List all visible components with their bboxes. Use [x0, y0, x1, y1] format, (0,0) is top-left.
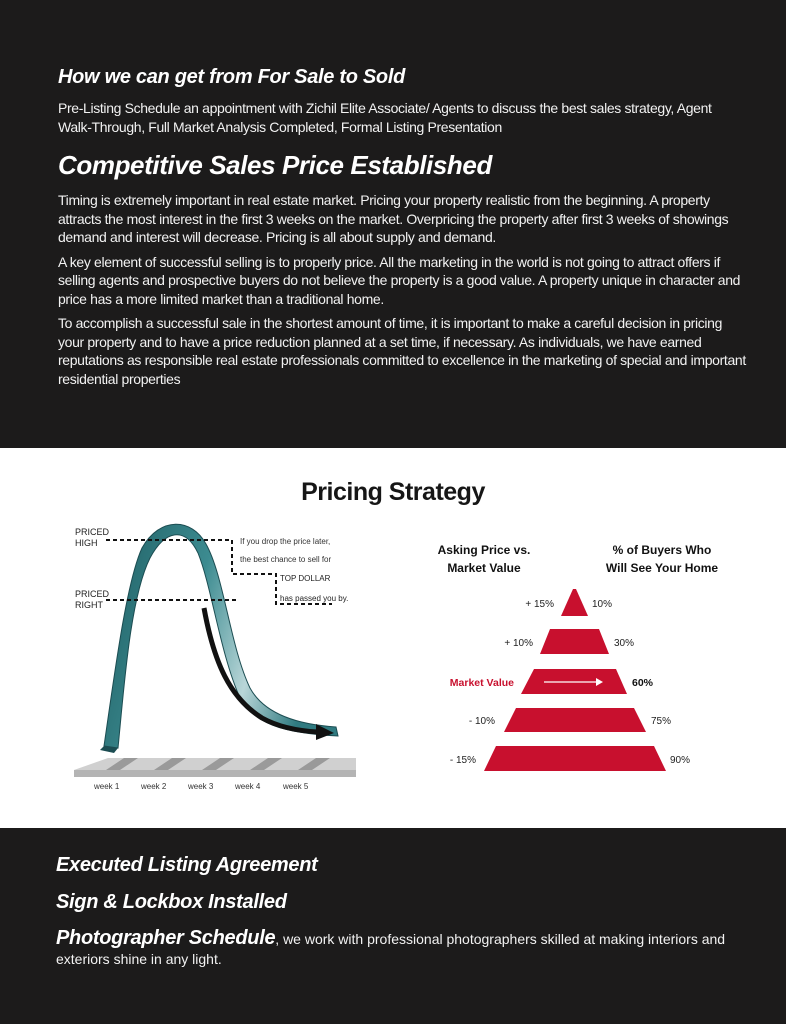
week-label: week 1: [94, 782, 120, 791]
executed-listing-heading: Executed Listing Agreement: [56, 854, 318, 876]
pricing-strategy-infographic: [0, 448, 786, 828]
note-line-2: the best chance to sell for: [240, 555, 332, 564]
asking-label: + 15%: [525, 599, 554, 610]
pyramid-tier-2: [540, 629, 609, 654]
week-label: week 2: [141, 782, 167, 791]
note-line-1: If you drop the price later,: [240, 537, 331, 546]
priced-high-label-1: PRICED: [75, 527, 110, 537]
buyers-label: 90%: [670, 755, 691, 766]
photographer-text: , we work with professional photographers skilled at making interiors and exteriors shine in any light.: [56, 931, 726, 967]
infographic-title: Pricing Strategy: [301, 478, 485, 506]
note-line-4: has passed you by.: [280, 594, 349, 603]
week-label: week 3: [188, 782, 214, 791]
week-label: week 4: [235, 782, 261, 791]
heading-for-sale-to-sold: How we can get from For Sale to Sold: [58, 66, 406, 88]
sign-lockbox-heading: Sign & Lockbox Installed: [56, 891, 287, 913]
curve-chart: [74, 524, 356, 791]
pyramid-left-header-2: Market Value: [447, 561, 521, 575]
top-content: [58, 66, 748, 394]
asking-label: - 15%: [449, 755, 476, 766]
pyramid-left-header-1: Asking Price vs.: [437, 543, 531, 557]
key-element-paragraph: A key element of successful selling is to properly price. All the marketing in the world is not going to attract offers if selling agents and prospective buyers do not believe the property is a good value. A property unique in character and price has a more limited market than a traditional home.: [58, 253, 741, 307]
pyramid-tier-5: [484, 746, 666, 771]
buyers-label: 60%: [632, 677, 654, 689]
pyramid-right-header-2: Will See Your Home: [605, 561, 719, 575]
pyramid-tier-4: [504, 708, 646, 732]
photographer-heading: Photographer Schedule: [56, 927, 276, 949]
priced-right-label-1: PRICED: [75, 589, 110, 599]
pre-listing-paragraph: Pre-Listing Schedule an appointment with Zichil Elite Associate/ Agents to discuss the best sales strategy, Agent Walk-Through, Full Market Analysis Completed, Formal Listing Presentation: [58, 100, 712, 135]
pyramid-tier-1: [561, 589, 588, 616]
note-line-3: TOP DOLLAR: [280, 574, 331, 583]
photographer-paragraph: [56, 928, 756, 969]
pyramid-chart: [438, 543, 719, 771]
bottom-content: [56, 854, 756, 969]
buyers-label: 75%: [651, 716, 672, 727]
priced-right-label-2: RIGHT: [75, 600, 103, 610]
asking-label: + 10%: [504, 638, 533, 649]
pyramid-right-header-1: % of Buyers Who: [612, 543, 712, 557]
chart-base-front: [74, 770, 356, 777]
priced-high-label-2: HIGH: [75, 538, 98, 548]
buyers-label: 30%: [614, 638, 635, 649]
week-label: week 5: [283, 782, 309, 791]
timing-paragraph: Timing is extremely important in real estate market. Pricing your property realistic from the beginning. A property attracts the most interest in the first 3 weeks on the market. Overpricing the property after first 3 weeks of showings demand and interest will decrease. Pricing is all about supply and demand.: [58, 192, 729, 245]
top-section: [0, 0, 786, 448]
bottom-section: [0, 828, 786, 1024]
buyers-label: 10%: [592, 599, 613, 610]
asking-label: - 10%: [468, 716, 495, 727]
week-labels: [93, 782, 309, 791]
heading-competitive-price: Competitive Sales Price Established: [58, 150, 492, 180]
accomplish-paragraph: To accomplish a successful sale in the shortest amount of time, it is important to make a careful decision in pricing your property and to have a price reduction planned at a set time, if necessary. As individuals, we have earned reputations as responsible real estate professionals committed to excellence in the marketing of special and important residential properties: [58, 315, 746, 387]
pricing-graphic-svg: [0, 448, 786, 828]
asking-label-market-value: Market Value: [449, 677, 514, 689]
